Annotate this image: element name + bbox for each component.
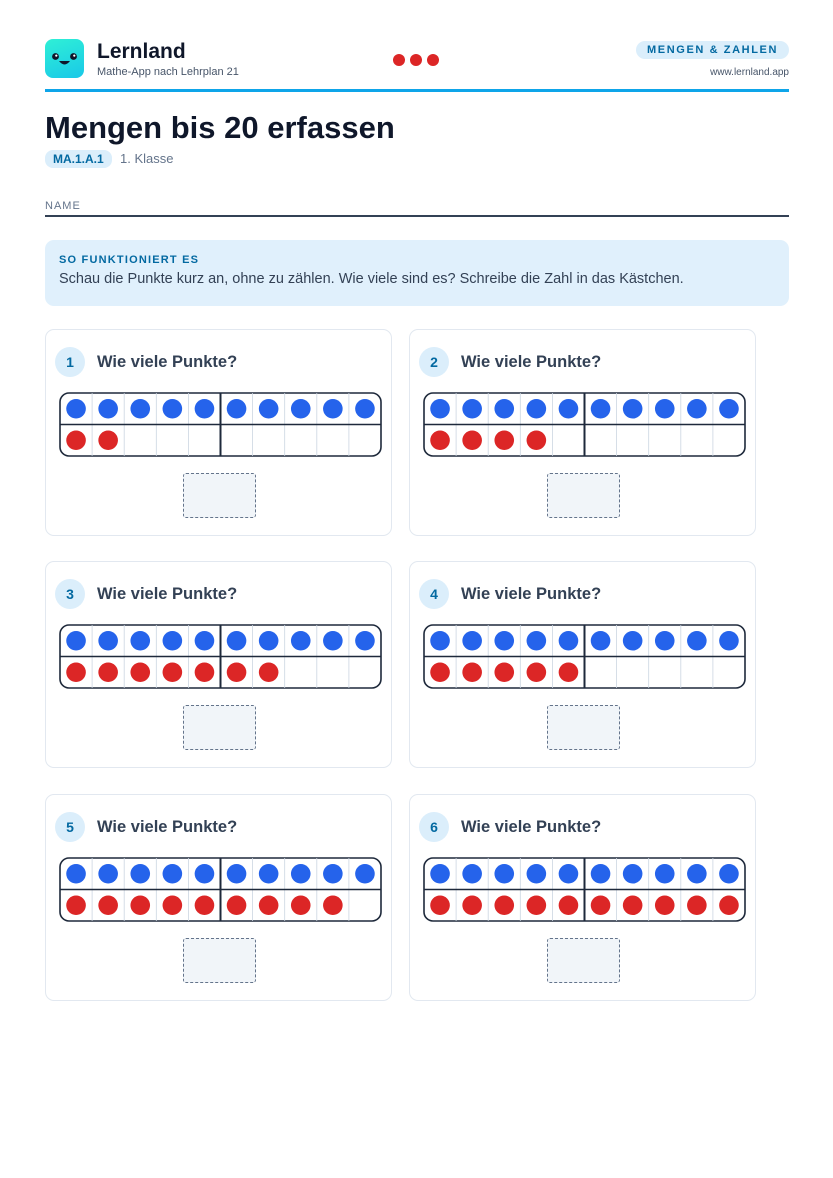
blue-dot: [291, 631, 311, 651]
brand-name: Lernland: [97, 40, 186, 63]
task-question: Wie viele Punkte?: [97, 585, 238, 603]
blue-dot: [227, 399, 247, 419]
page-title: Mengen bis 20 erfassen: [45, 110, 395, 145]
blue-dot: [323, 631, 343, 651]
red-dot: [462, 662, 482, 682]
blue-dot: [430, 631, 450, 651]
blue-dot: [687, 399, 707, 419]
task-card: [409, 561, 756, 768]
red-dot: [66, 895, 86, 915]
red-dot: [98, 895, 118, 915]
blue-dot: [227, 631, 247, 651]
blue-dot: [66, 631, 86, 651]
blue-dot: [163, 864, 183, 884]
blue-dot: [462, 399, 482, 419]
blue-dot: [259, 631, 279, 651]
blue-dot: [291, 864, 311, 884]
blue-dot: [527, 399, 547, 419]
blue-dot: [655, 864, 675, 884]
red-dot: [559, 895, 579, 915]
red-dot: [494, 662, 514, 682]
blue-dot: [98, 399, 118, 419]
red-dot: [527, 430, 547, 450]
red-dot: [195, 662, 215, 682]
task-card: [45, 329, 392, 536]
task-question: Wie viele Punkte?: [97, 353, 238, 371]
red-dot: [687, 895, 707, 915]
blue-dot: [655, 631, 675, 651]
blue-dot: [323, 864, 343, 884]
blue-dot: [195, 631, 215, 651]
blue-dot: [430, 399, 450, 419]
red-dot: [163, 895, 183, 915]
app-logo: [45, 39, 84, 78]
blue-dot: [591, 864, 611, 884]
blue-dot: [559, 864, 579, 884]
twenty-frame: [423, 392, 746, 457]
task-card: [45, 561, 392, 768]
name-label: NAME: [45, 200, 81, 212]
red-dot: [259, 662, 279, 682]
blue-dot: [687, 631, 707, 651]
red-dot: [527, 662, 547, 682]
task-number-badge: 6: [419, 812, 449, 842]
task-number-badge: 5: [55, 812, 85, 842]
blue-dot: [66, 864, 86, 884]
blue-dot: [462, 864, 482, 884]
task-number-badge: 1: [55, 347, 85, 377]
red-dot: [494, 895, 514, 915]
curriculum-code-badge: MA.1.A.1: [45, 150, 112, 168]
red-dot: [591, 895, 611, 915]
answer-box[interactable]: [183, 473, 256, 518]
red-dot: [130, 895, 150, 915]
blue-dot: [98, 631, 118, 651]
red-dot: [98, 430, 118, 450]
blue-dot: [163, 399, 183, 419]
red-dot: [195, 895, 215, 915]
task-question: Wie viele Punkte?: [461, 585, 602, 603]
red-dot: [559, 662, 579, 682]
instructions-text: Schau die Punkte kurz an, ohne zu zählen. Wie viele sind es? Schreibe die Zahl in das Kästchen.: [59, 271, 684, 287]
red-dot: [227, 662, 247, 682]
red-dot: [462, 895, 482, 915]
topic-tag: MENGEN & ZAHLEN: [636, 41, 789, 59]
brand-subtitle: Mathe-App nach Lehrplan 21: [97, 66, 239, 78]
red-dot: [494, 430, 514, 450]
instructions-box: [45, 240, 789, 306]
red-dot: [291, 895, 311, 915]
red-dot: [163, 662, 183, 682]
red-dot: [66, 430, 86, 450]
blue-dot: [355, 399, 375, 419]
blue-dot: [355, 631, 375, 651]
blue-dot: [527, 631, 547, 651]
blue-dot: [291, 399, 311, 419]
blue-dot: [323, 399, 343, 419]
blue-dot: [163, 631, 183, 651]
task-number-badge: 2: [419, 347, 449, 377]
blue-dot: [494, 399, 514, 419]
blue-dot: [130, 399, 150, 419]
task-question: Wie viele Punkte?: [97, 818, 238, 836]
red-dot: [98, 662, 118, 682]
blue-dot: [655, 399, 675, 419]
task-card: [45, 794, 392, 1001]
header-divider: [45, 89, 789, 92]
task-card: [409, 794, 756, 1001]
blue-dot: [430, 864, 450, 884]
answer-box[interactable]: [547, 705, 620, 750]
blue-dot: [355, 864, 375, 884]
blue-dot: [259, 864, 279, 884]
task-card: [409, 329, 756, 536]
blue-dot: [195, 864, 215, 884]
red-dot: [259, 895, 279, 915]
blue-dot: [591, 631, 611, 651]
blue-dot: [66, 399, 86, 419]
blue-dot: [259, 399, 279, 419]
red-dot: [323, 895, 343, 915]
task-number-badge: 3: [55, 579, 85, 609]
blue-dot: [719, 631, 739, 651]
blue-dot: [130, 631, 150, 651]
blue-dot: [494, 631, 514, 651]
twenty-frame: [59, 857, 382, 922]
task-question: Wie viele Punkte?: [461, 818, 602, 836]
red-dot: [430, 895, 450, 915]
blue-dot: [98, 864, 118, 884]
blue-dot: [623, 399, 643, 419]
answer-box[interactable]: [547, 938, 620, 983]
twenty-frame: [423, 624, 746, 689]
red-dot: [655, 895, 675, 915]
answer-box[interactable]: [547, 473, 620, 518]
red-dot: [719, 895, 739, 915]
red-dot: [462, 430, 482, 450]
red-dot: [130, 662, 150, 682]
website-url: www.lernland.app: [710, 67, 789, 78]
red-dot: [430, 662, 450, 682]
red-dot: [527, 895, 547, 915]
blue-dot: [494, 864, 514, 884]
red-dot: [66, 662, 86, 682]
blue-dot: [195, 399, 215, 419]
blue-dot: [719, 399, 739, 419]
twenty-frame: [59, 392, 382, 457]
red-dot: [430, 430, 450, 450]
blue-dot: [623, 864, 643, 884]
task-question: Wie viele Punkte?: [461, 353, 602, 371]
grade-label: 1. Klasse: [120, 151, 174, 166]
blue-dot: [130, 864, 150, 884]
red-dot: [227, 895, 247, 915]
red-dot: [623, 895, 643, 915]
answer-box[interactable]: [183, 705, 256, 750]
blue-dot: [687, 864, 707, 884]
blue-dot: [623, 631, 643, 651]
instructions-title: SO FUNKTIONIERT ES: [59, 254, 200, 266]
blue-dot: [227, 864, 247, 884]
blue-dot: [559, 399, 579, 419]
blue-dot: [719, 864, 739, 884]
twenty-frame: [59, 624, 382, 689]
blue-dot: [462, 631, 482, 651]
twenty-frame: [423, 857, 746, 922]
page-header: [45, 39, 789, 89]
blue-dot: [559, 631, 579, 651]
task-number-badge: 4: [419, 579, 449, 609]
blue-dot: [591, 399, 611, 419]
answer-box[interactable]: [183, 938, 256, 983]
decorative-dots: [393, 53, 444, 65]
blue-dot: [527, 864, 547, 884]
name-write-line[interactable]: [45, 215, 789, 217]
smiling-face-icon: [45, 39, 84, 78]
